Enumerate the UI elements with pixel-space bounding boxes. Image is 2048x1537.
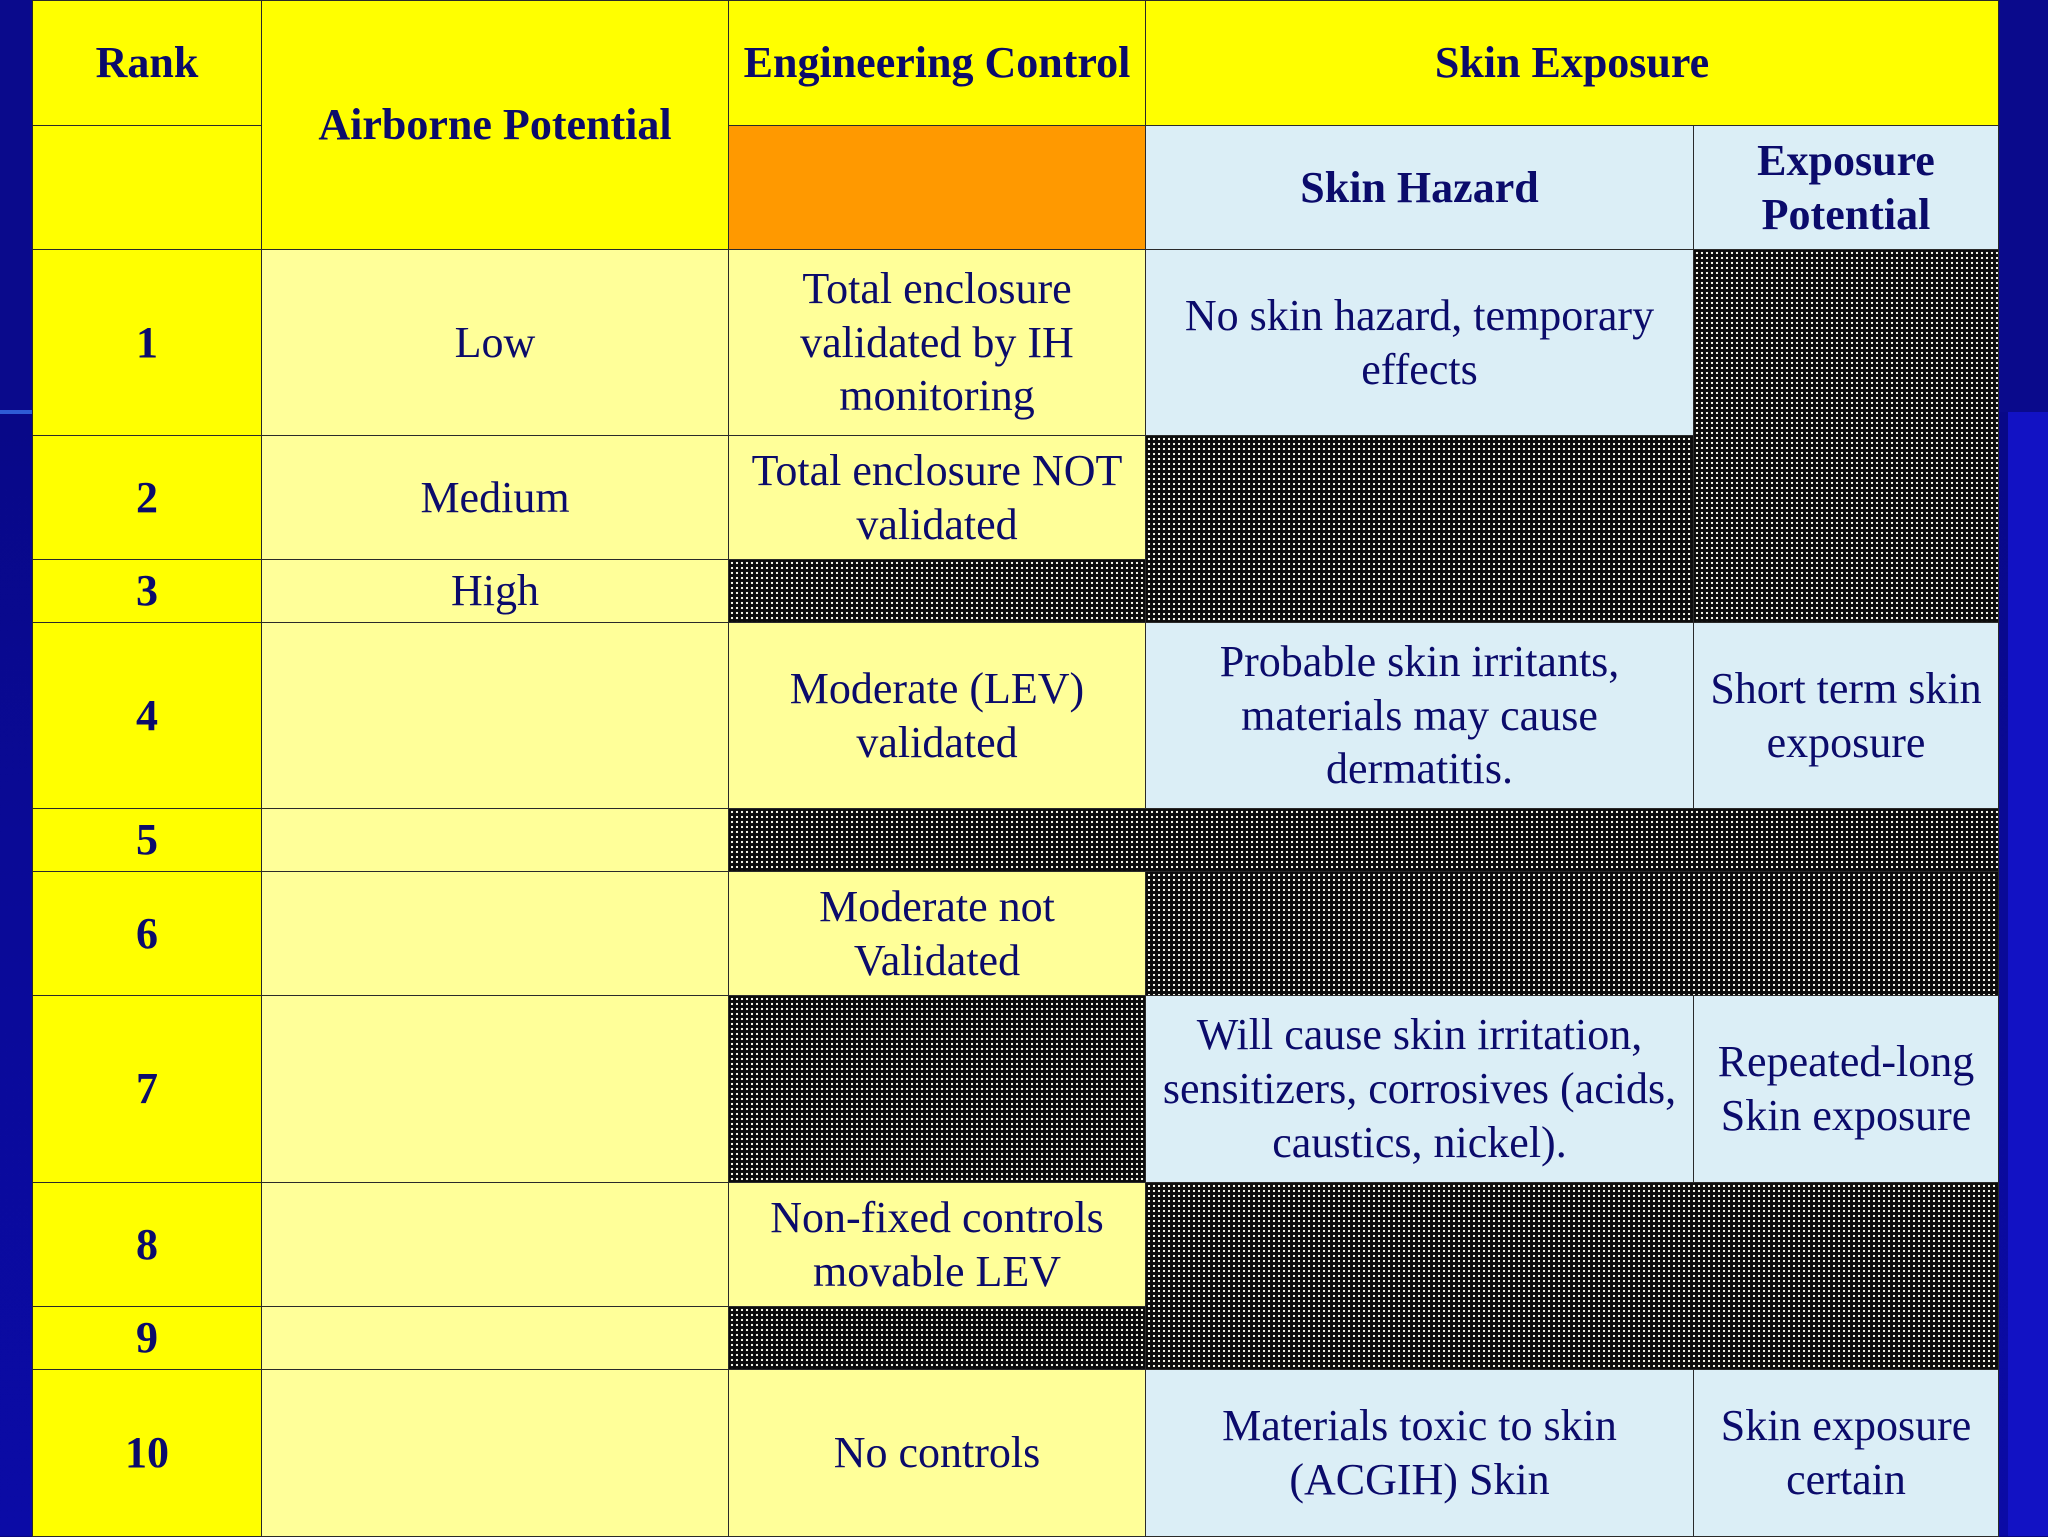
airborne-cell: Low (262, 250, 729, 436)
header-rank-blank (33, 126, 262, 250)
airborne-cell (262, 809, 729, 872)
hatched-cell (1146, 872, 1999, 996)
engineering-cell: Moderate (LEV) validated (729, 623, 1146, 809)
skin-hazard-cell: Materials toxic to skin (ACGIH) Skin (1146, 1370, 1694, 1537)
airborne-cell (262, 1183, 729, 1307)
background-right-band (2008, 412, 2048, 1536)
hatched-cell (1694, 250, 1999, 623)
skin-hazard-cell: No skin hazard, temporary effects (1146, 250, 1694, 436)
rank-cell: 8 (33, 1183, 262, 1307)
exposure-potential-cell: Short term skin exposure (1694, 623, 1999, 809)
engineering-cell: No controls (729, 1370, 1146, 1537)
rank-cell: 2 (33, 436, 262, 560)
table-row (33, 1183, 1999, 1307)
skin-hazard-cell: Probable skin irritants, materials may cause dermatitis. (1146, 623, 1694, 809)
hatched-cell (729, 809, 1999, 872)
header-exposure-potential: Exposure Potential (1694, 126, 1999, 250)
rank-cell: 7 (33, 996, 262, 1183)
engineering-cell: Total enclosure NOT validated (729, 436, 1146, 560)
airborne-cell (262, 872, 729, 996)
header-engineering-orange-cell (729, 126, 1146, 250)
header-airborne-potential: Airborne Potential (262, 1, 729, 250)
background-accent-line (0, 410, 34, 414)
airborne-cell: High (262, 560, 729, 623)
hatched-cell (729, 996, 1146, 1183)
table-row (33, 872, 1999, 996)
header-engineering-control: Engineering Control (729, 1, 1146, 126)
table-row (33, 809, 1999, 872)
table-row (33, 623, 1999, 809)
rank-cell: 6 (33, 872, 262, 996)
table-row (33, 250, 1999, 436)
rank-cell: 4 (33, 623, 262, 809)
airborne-cell (262, 996, 729, 1183)
rank-cell: 1 (33, 250, 262, 436)
rank-cell: 5 (33, 809, 262, 872)
header-skin-hazard: Skin Hazard (1146, 126, 1694, 250)
header-skin-exposure: Skin Exposure (1146, 1, 1999, 126)
skin-hazard-cell: Will cause skin irritation, sensitizers, corrosives (acids, caustics, nickel). (1146, 996, 1694, 1183)
engineering-cell: Moderate not Validated (729, 872, 1146, 996)
header-row-1 (33, 1, 1999, 126)
rank-cell: 9 (33, 1307, 262, 1370)
risk-ranking-table (32, 0, 1999, 1537)
airborne-cell (262, 1370, 729, 1537)
hatched-cell (729, 560, 1146, 623)
header-rank: Rank (33, 1, 262, 126)
rank-cell: 3 (33, 560, 262, 623)
hatched-cell (1146, 1183, 1999, 1370)
hatched-cell (729, 1307, 1146, 1370)
table-row (33, 996, 1999, 1183)
airborne-cell: Medium (262, 436, 729, 560)
airborne-cell (262, 623, 729, 809)
table-row (33, 1370, 1999, 1537)
hatched-cell (1146, 436, 1694, 623)
engineering-cell: Total enclosure validated by IH monitoring (729, 250, 1146, 436)
exposure-potential-cell: Skin exposure certain (1694, 1370, 1999, 1537)
airborne-cell (262, 1307, 729, 1370)
exposure-potential-cell: Repeated-long Skin exposure (1694, 996, 1999, 1183)
rank-cell: 10 (33, 1370, 262, 1537)
engineering-cell: Non-fixed controls movable LEV (729, 1183, 1146, 1307)
